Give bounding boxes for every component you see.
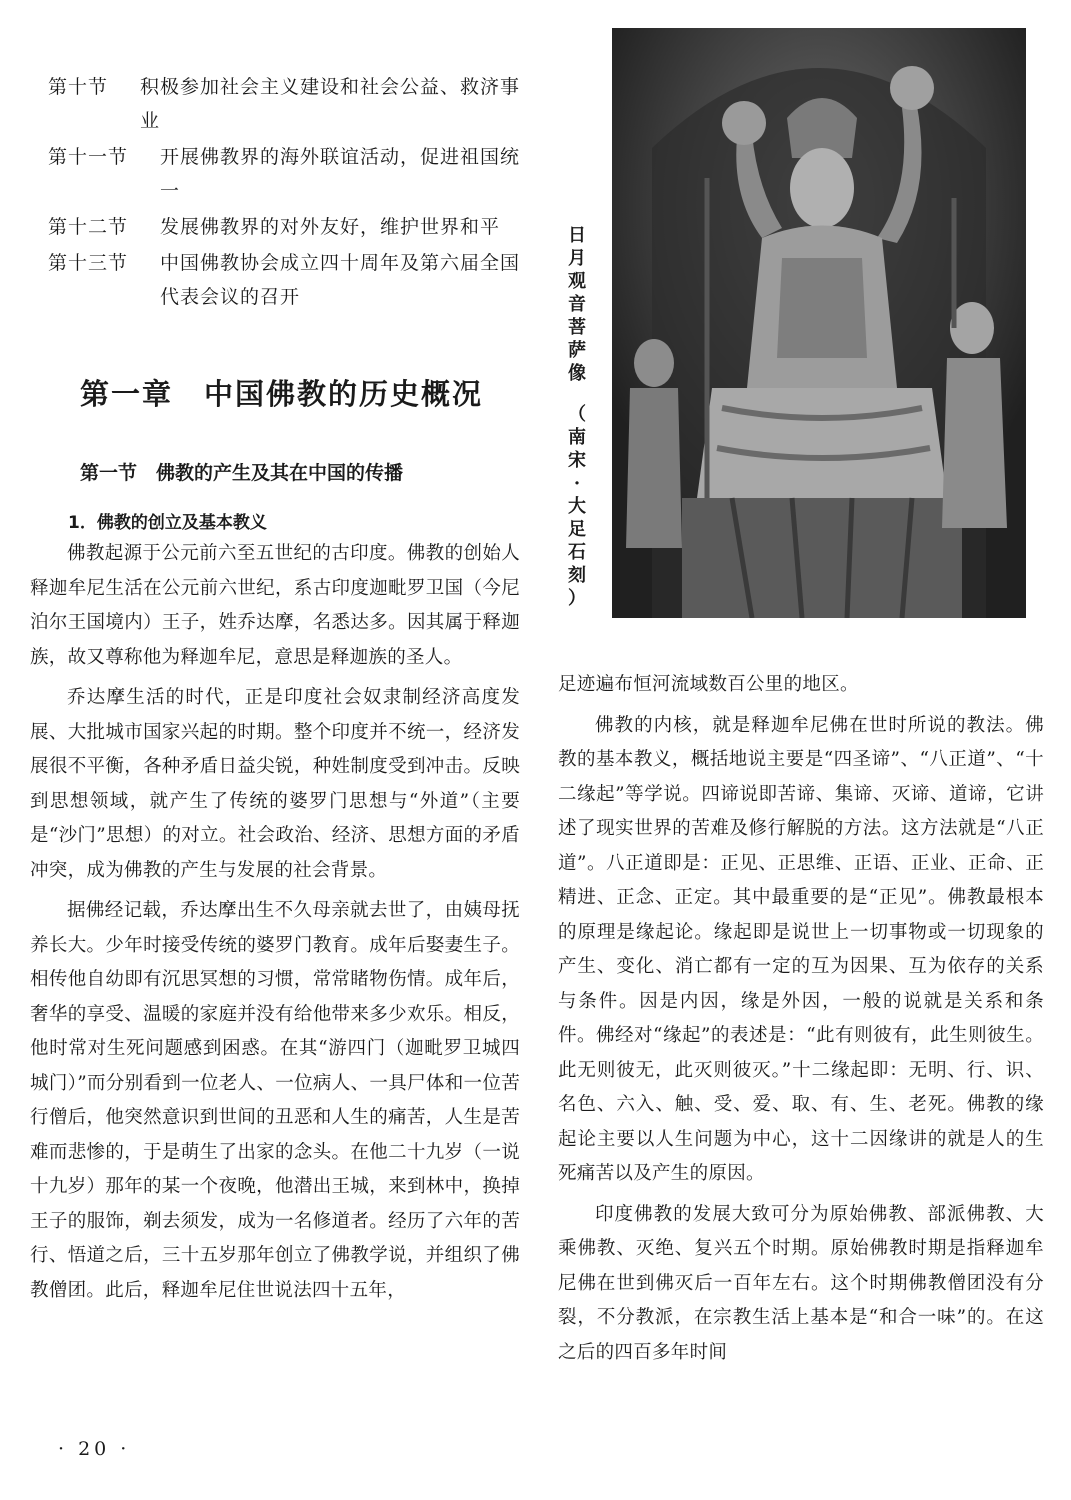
statue-photo	[612, 28, 1026, 618]
caption-note: （ 南 宋 · 大 足 石 刻 ）	[568, 404, 586, 609]
toc-title: 中国佛教协会成立四十周年及第六届全国代表会议的召开	[160, 252, 521, 308]
paragraph: 乔达摩生活的时代，正是印度社会奴隶制经济高度发展、大批城市国家兴起的时期。整个印度并不统一，经济发展很不平衡，各种矛盾日益尖锐，种姓制度受到冲击。反映到思想领域，就产生了传统的婆罗门思想与“外道”（主要是“沙门”思想）的对立。社会政治、经济、思想方面的矛盾冲突，成为佛教的产生与发展的社会背景。	[30, 687, 520, 881]
toc-item	[48, 140, 528, 208]
table-of-contents	[48, 70, 528, 316]
toc-title: 发展佛教界的对外友好，维护世界和平	[160, 216, 501, 238]
statue-illustration	[612, 28, 1026, 618]
toc-item	[48, 246, 528, 314]
subsection-title: 1．佛教的创立及基本教义	[68, 513, 267, 533]
paragraph: 据佛经记载，乔达摩出生不久母亲就去世了，由姨母抚养长大。少年时接受传统的婆罗门教育。成年后娶妻生子。相传他自幼即有沉思冥想的习惯，常常睹物伤情。成年后，奢华的享受、温暖的家庭并没有给他带来多少欢乐。相反，他时常对生死问题感到困惑。在其“游四门（迦毗罗卫城四城门）”而分别看到一位老人、一位病人、一具尸体和一位苦行僧后，他突然意识到世间的丑恶和人生的痛苦，人生是苦难而悲惨的，于是萌生了出家的念头。在他二十九岁（一说十九岁）那年的某一个夜晚，他潜出王城，来到林中，换掉王子的服饰，剃去须发，成为一名修道者。经历了六年的苦行、悟道之后，三十五岁那年创立了佛教学说，并组织了佛教僧团。此后，释迦牟尼住世说法四十五年，	[30, 900, 520, 1301]
paragraph: 佛教的内核，就是释迦牟尼佛在世时所说的教法。佛教的基本教义，概括地说主要是“四圣谛”、“八正道”、“十二缘起”等学说。四谛说即苦谛、集谛、灭谛、道谛，它讲述了现实世界的苦难及修行解脱的方法。这方法就是“八正道”。八正道即是：正见、正思维、正语、正业、正命、正精进、正念、正定。其中最重要的是“正见”。佛教最根本的原理是缘起论。缘起即是说世上一切事物或一切现象的产生、变化、消亡都有一定的互为因果、互为依存的关系与条件。因是内因，缘是外因，一般的说就是关系和条件。佛经对“缘起”的表述是：“此有则彼有，此生则彼生。此无则彼无，此灭则彼灭。”十二缘起即：无明、行、识、名色、六入、触、受、爱、取、有、生、老死。佛教的缘起论主要以人生问题为中心，这十二因缘讲的就是人的生死痛苦以及产生的原因。	[558, 714, 1044, 1184]
toc-number: 第十二节	[48, 216, 129, 238]
toc-title: 积极参加社会主义建设和社会公益、救济事业	[140, 76, 521, 132]
toc-title: 开展佛教界的海外联谊活动，促进祖国统一	[160, 146, 521, 202]
paragraph: 印度佛教的发展大致可分为原始佛教、部派佛教、大乘佛教、灭绝、复兴五个时期。原始佛教时期是指释迦牟尼佛在世到佛灭后一百年左右。这个时期佛教僧团没有分裂，不分教派，在宗教生活上基本是“和合一味”的。在这之后的四百多年时间	[558, 1203, 1044, 1363]
section-title: 第一节 佛教的产生及其在中国的传播	[80, 462, 404, 484]
toc-number: 第十节	[48, 76, 109, 98]
toc-number: 第十三节	[48, 252, 129, 274]
chapter-title: 第一章 中国佛教的历史概况	[80, 377, 484, 411]
paragraph: 佛教起源于公元前六至五世纪的古印度。佛教的创始人释迦牟尼生活在公元前六世纪，系古印度迦毗罗卫国（今尼泊尔王国境内）王子，姓乔达摩，名悉达多。因其属于释迦族，故又尊称他为释迦牟尼，意思是释迦族的圣人。	[30, 543, 520, 668]
toc-item	[48, 70, 528, 138]
photo-caption	[562, 224, 592, 610]
page-number: · 20 ·	[58, 1438, 131, 1460]
paragraph: 足迹遍布恒河流域数百公里的地区。	[558, 674, 859, 695]
toc-item	[48, 210, 528, 244]
toc-number: 第十一节	[48, 146, 129, 168]
right-column	[558, 668, 1044, 1376]
caption-title: 日 月 观 音 菩 萨 像	[568, 225, 586, 384]
left-column	[30, 537, 520, 1314]
